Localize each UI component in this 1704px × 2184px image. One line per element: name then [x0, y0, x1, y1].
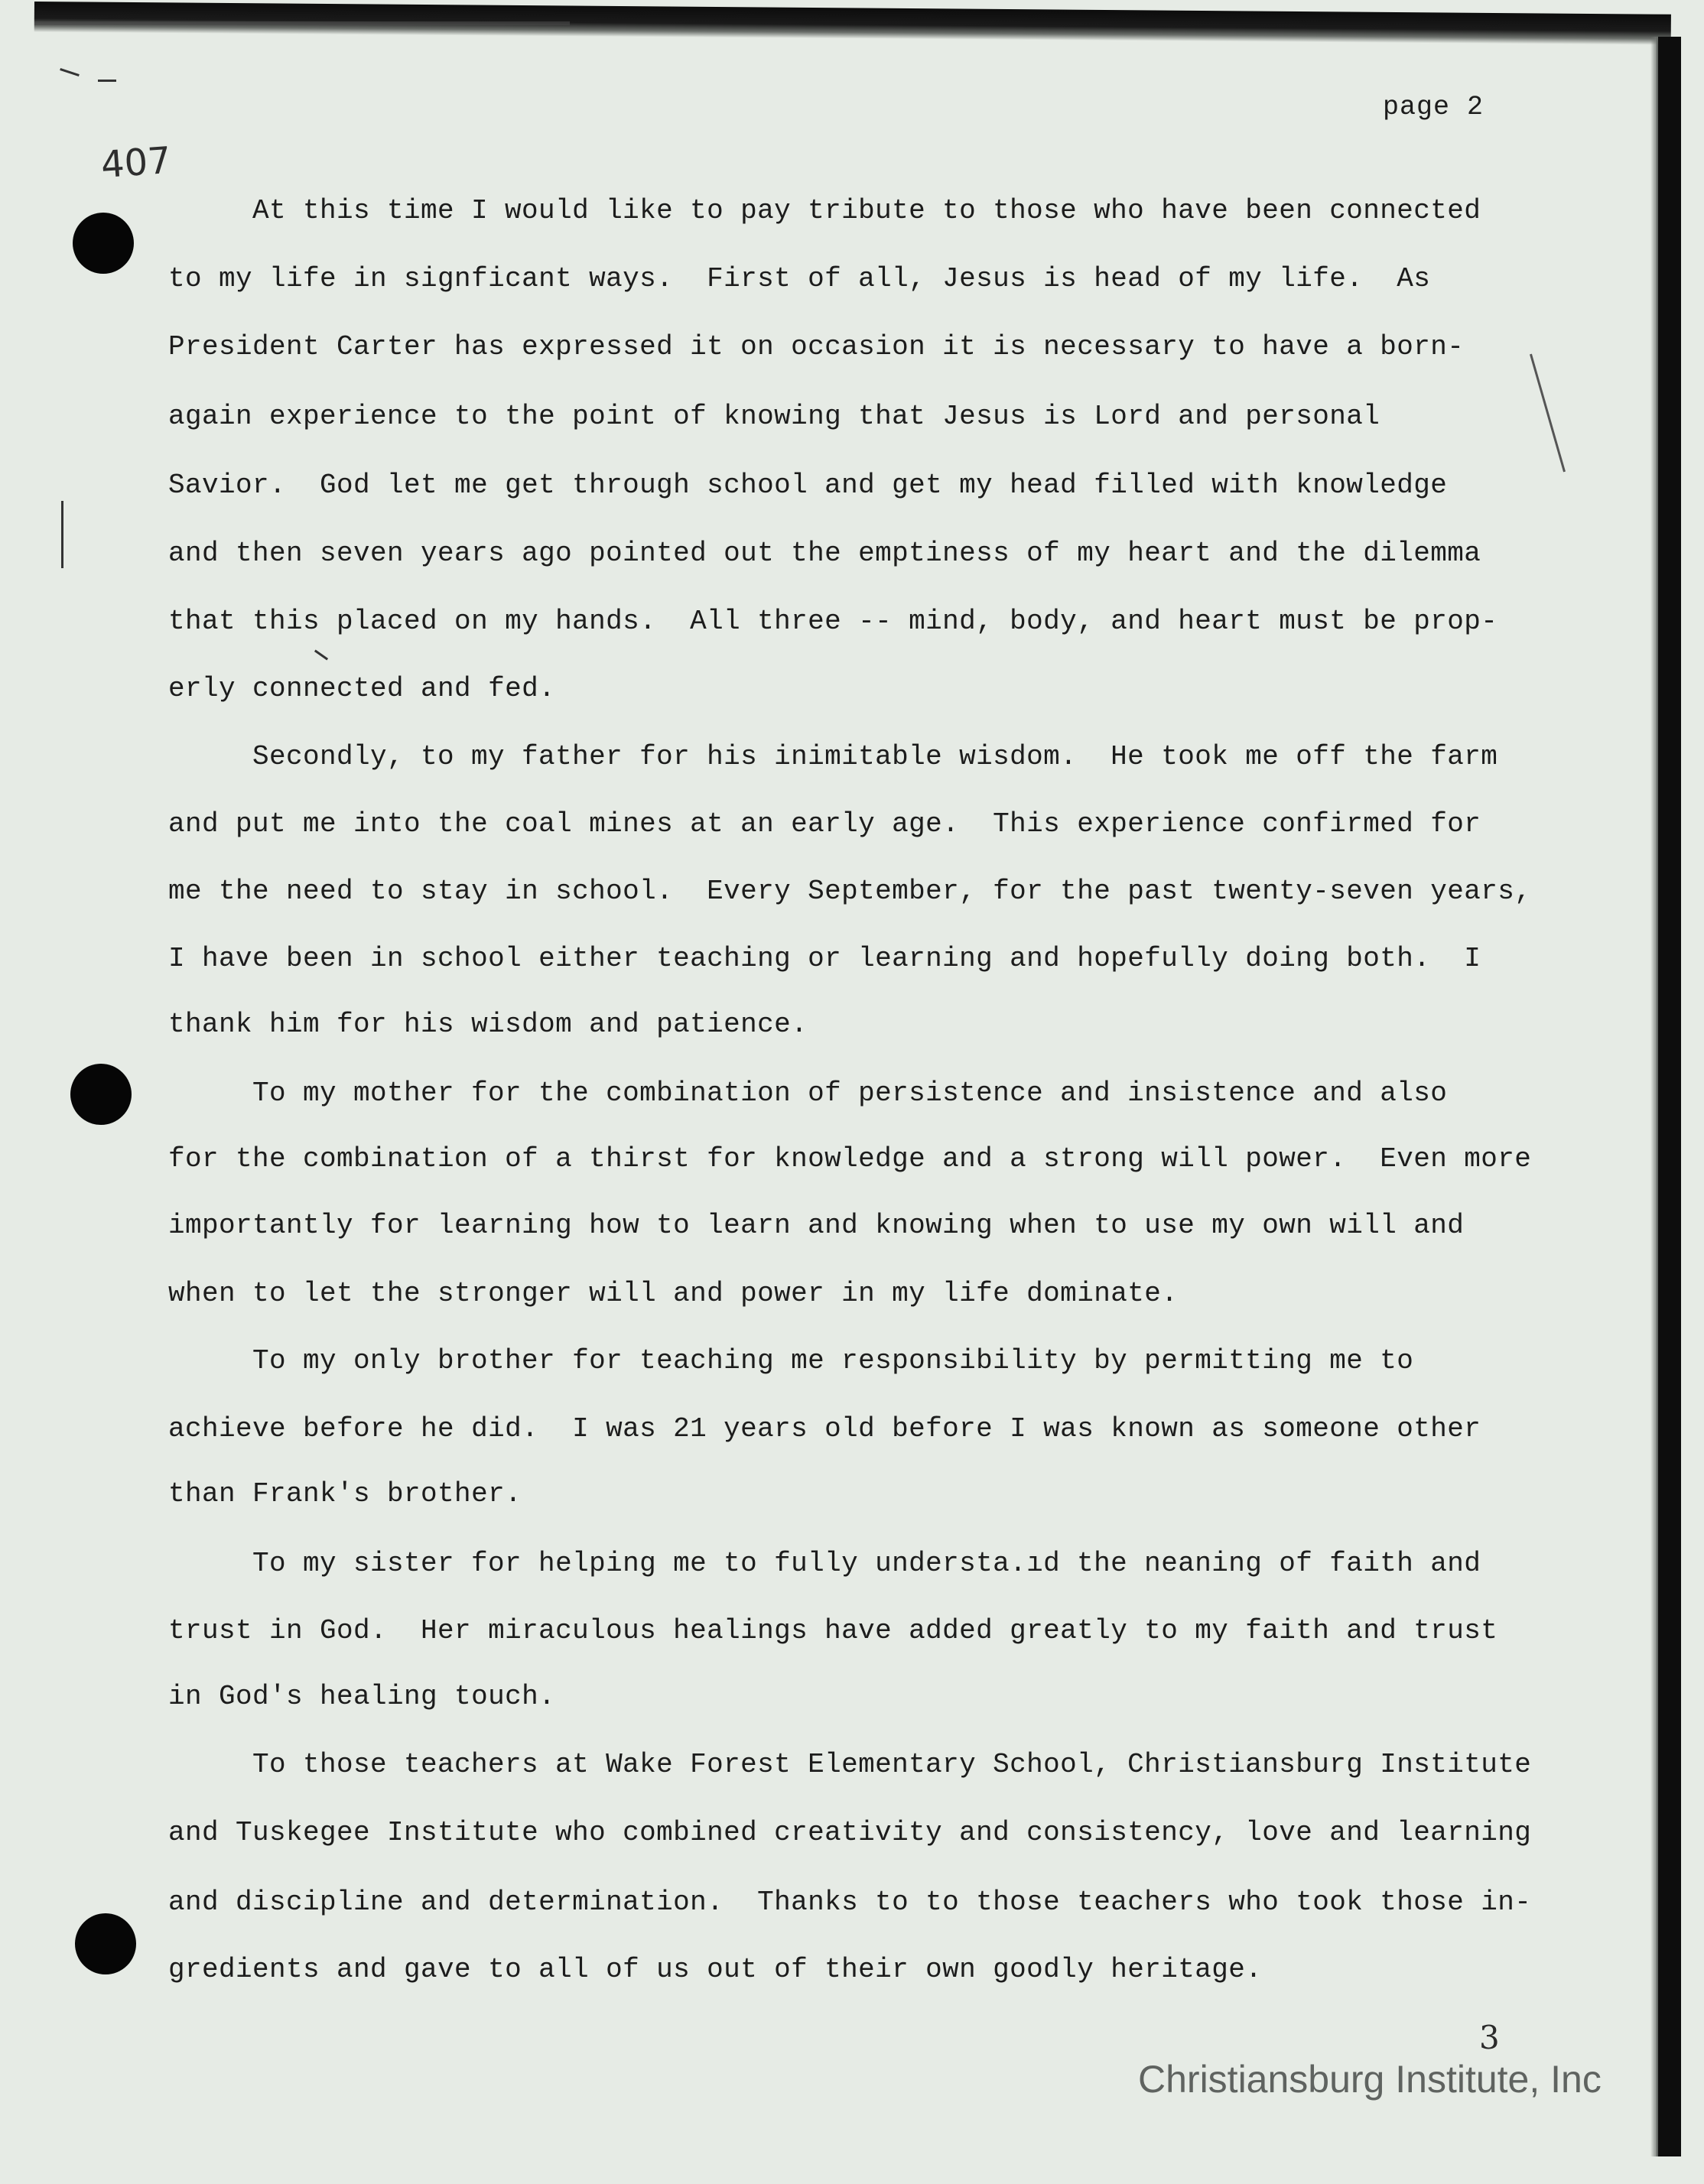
- text-line: achieve before he did. I was 21 years old before I was known as someone other: [168, 1413, 1481, 1445]
- handwritten-footer-number: 3: [1479, 2019, 1500, 2056]
- text-line: me the need to stay in school. Every September, for the past twenty-seven years,: [168, 876, 1532, 907]
- text-line: Secondly, to my father for his inimitable wisdom. He took me off the farm: [252, 741, 1498, 772]
- text-line: importantly for learning how to learn and knowing when to use my own will and: [168, 1210, 1465, 1241]
- punch-hole-top: [73, 213, 134, 274]
- punch-hole-middle: [70, 1064, 132, 1125]
- text-line: when to let the stronger will and power in my life dominate.: [168, 1278, 1179, 1309]
- page-right-edge: [1657, 37, 1681, 2156]
- text-line: To my only brother for teaching me responsibility by permitting me to: [252, 1345, 1414, 1376]
- text-line: gredients and gave to all of us out of their own goodly heritage.: [168, 1954, 1263, 1985]
- text-line: I have been in school either teaching or learning and hopefully doing both. I: [168, 943, 1481, 974]
- text-line: to my life in signficant ways. First of all, Jesus is head of my life. As: [168, 263, 1431, 294]
- text-line: To my sister for helping me to fully understa.ıd the neaning of faith and: [252, 1548, 1481, 1579]
- text-line: and discipline and determination. Thanks to to those teachers who took those in-: [168, 1887, 1532, 1918]
- page-label: page 2: [1383, 92, 1484, 122]
- text-line: erly connected and fed.: [168, 673, 556, 704]
- page-top-edge-line: [34, 21, 570, 25]
- text-line: thank him for his wisdom and patience.: [168, 1009, 808, 1040]
- stray-mark: [98, 80, 116, 82]
- text-line: again experience to the point of knowing that Jesus is Lord and personal: [168, 401, 1380, 432]
- text-line: than Frank's brother.: [168, 1478, 522, 1510]
- handwritten-page-number: 407: [99, 138, 173, 187]
- text-line: At this time I would like to pay tribute to those who have been connected: [252, 195, 1481, 226]
- text-line: that this placed on my hands. All three -- mind, body, and heart must be prop-: [168, 606, 1498, 637]
- text-line: trust in God. Her miraculous healings have added greatly to my faith and trust: [168, 1615, 1498, 1646]
- text-line: in God's healing touch.: [168, 1681, 556, 1712]
- text-line: and then seven years ago pointed out the emptiness of my heart and the dilemma: [168, 538, 1481, 569]
- punch-hole-bottom: [75, 1913, 136, 1974]
- stray-mark: [61, 501, 63, 568]
- text-line: To those teachers at Wake Forest Elementary School, Christiansburg Institute: [252, 1749, 1532, 1780]
- text-line: Savior. God let me get through school and get my head filled with knowledge: [168, 470, 1448, 501]
- watermark: Christiansburg Institute, Inc: [1138, 2058, 1602, 2101]
- stray-mark: [314, 650, 328, 661]
- stray-mark: [1530, 354, 1566, 473]
- page-right-edge-shadow: [1650, 37, 1658, 2156]
- text-line: To my mother for the combination of persistence and insistence and also: [252, 1077, 1448, 1109]
- text-line: President Carter has expressed it on occasion it is necessary to have a born-: [168, 331, 1465, 362]
- text-line: and put me into the coal mines at an early age. This experience confirmed for: [168, 808, 1481, 840]
- stray-mark: [60, 68, 80, 76]
- text-line: and Tuskegee Institute who combined creativity and consistency, love and learning: [168, 1817, 1532, 1848]
- text-line: for the combination of a thirst for knowledge and a strong will power. Even more: [168, 1143, 1532, 1175]
